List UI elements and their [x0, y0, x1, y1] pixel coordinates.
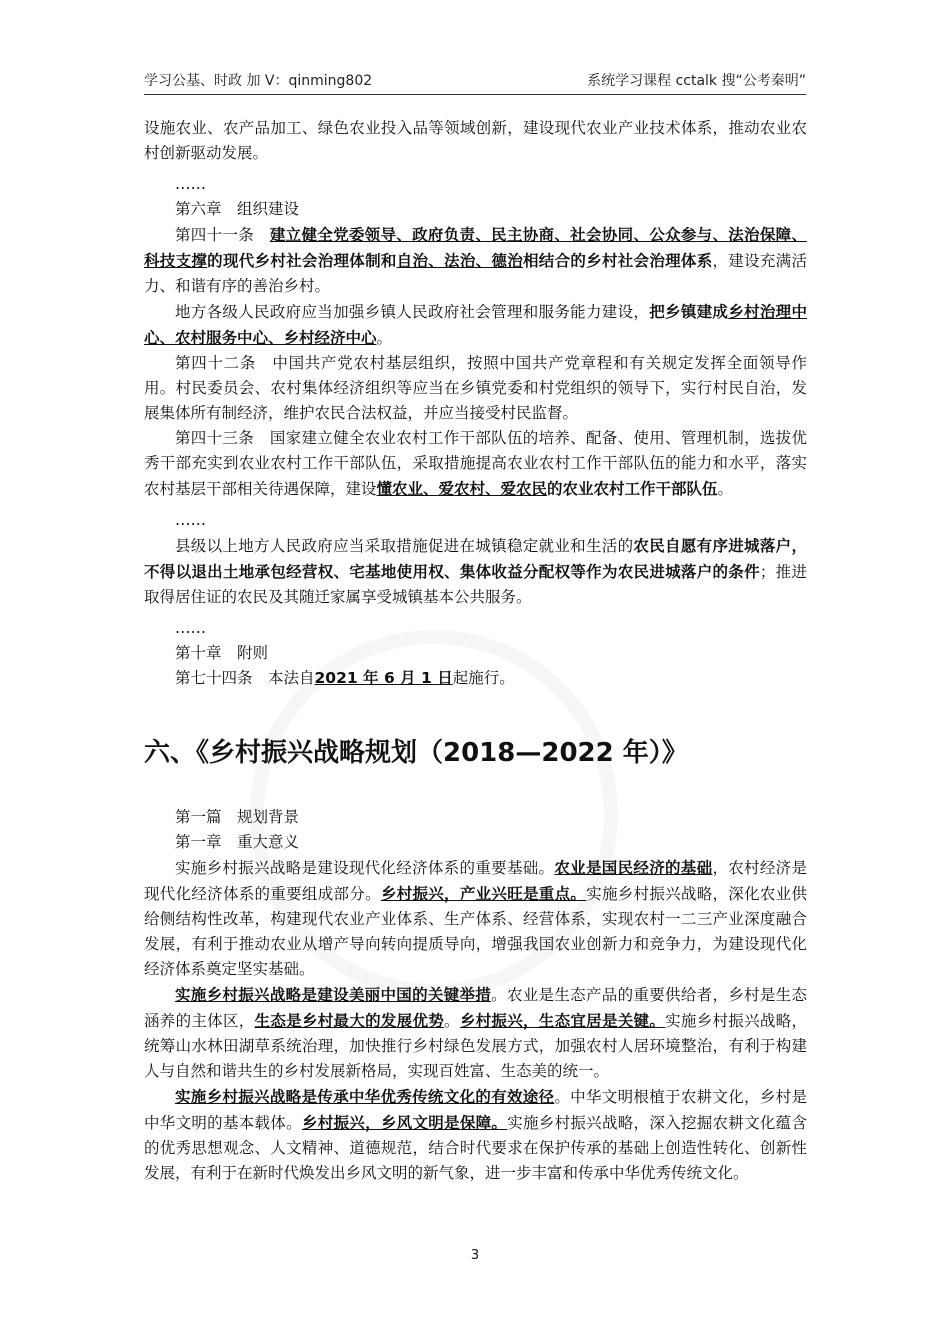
- article-42: 第四十二条 中国共产党农村基层组织，按照中国共产党章程和有关规定发挥全面领导作用。村民委员会、农村集体经济组织等应当在乡镇党委和村党组织的领导下，实行村民自治，发展集体所有制经济，维护农民合法权益，并应当接受村民监督。: [144, 354, 807, 422]
- paragraph-ecology: 实施乡村振兴战略是建设美丽中国的关键举措。农业是生态产品的重要供给者，乡村是生态涵养的主体区，生态是乡村最大的发展优势。乡村振兴，生态宜居是关键。实施乡村振兴战略，统筹山水林田湖草系统治理，加快推行乡村绿色发展方式，加强农村人居环境整治，有利于构建人与自然和谐共生的乡村发展新格局，实现百姓富、生态美的统一。: [144, 985, 807, 1080]
- ellipsis: ……: [175, 619, 206, 637]
- page-number: 3: [470, 1248, 480, 1263]
- article-43: 第四十三条 国家建立健全农业农村工作干部队伍的培养、配备、使用、管理机制，选拔优秀干部充实到农业农村工作干部队伍，采取措施提高农业农村工作干部队伍的能力和水平，落实农村基层干部相关待遇保障，建设懂农业、爱农村、爱农民的农业农村工作干部队伍。: [144, 429, 807, 498]
- paragraph-local-gov: 地方各级人民政府应当加强乡镇人民政府社会管理和服务能力建设，把乡镇建成乡村治理中心、农村服务中心、乡村经济中心。: [144, 302, 807, 347]
- article-41: 第四十一条 建立健全党委领导、政府负责、民主协商、社会协同、公众参与、法治保障、科技支撑的现代乡村社会治理体制和自治、法治、德治相结合的乡村社会治理体系，建设充满活力、和谐有序的善治乡村。: [144, 225, 807, 295]
- paragraph-continuation: 设施农业、农产品加工、绿色农业投入品等领域创新，建设现代农业产业技术体系，推动农业农村创新驱动发展。: [144, 119, 807, 162]
- chapter-heading: 第十章 附则: [175, 644, 269, 662]
- page-header: [144, 66, 806, 95]
- ellipsis: ……: [175, 511, 206, 529]
- chapter-heading: 第六章 组织建设: [175, 200, 300, 218]
- ellipsis: ……: [175, 175, 206, 193]
- header-right: 系统学习课程 cctalk 搜“公考秦明”: [587, 73, 806, 89]
- paragraph-culture: 实施乡村振兴战略是传承中华优秀传统文化的有效途径。中华文明根植于农耕文化，乡村是中华文明的基本载体。乡村振兴，乡风文明是保障。实施乡村振兴战略，深入挖掘农耕文化蕴含的优秀思想观念、人文精神、道德规范，结合时代要求在保护传承的基础上创造性转化、创新性发展，有利于在新时代焕发出乡风文明的新气象，进一步丰富和传承中华优秀传统文化。: [144, 1087, 807, 1182]
- chapter-heading: 第一章 重大意义: [175, 833, 300, 851]
- section-heading: 六、《乡村振兴战略规划（2018—2022 年）》: [144, 738, 688, 768]
- paragraph-county: 县级以上地方人民政府应当采取措施促进在城镇稳定就业和生活的农民自愿有序进城落户，不得以退出土地承包经营权、宅基地使用权、集体收益分配权等作为农民进城落户的条件；推进取得居住证的农民及其随迁家属享受城镇基本公共服务。: [144, 536, 807, 606]
- article-74: 第七十四条 本法自2021 年 6 月 1 日起施行。: [175, 669, 515, 687]
- header-left: 学习公基、时政 加 V：qinming802: [144, 73, 373, 89]
- part-heading: 第一篇 规划背景: [175, 808, 300, 826]
- paragraph-economy: 实施乡村振兴战略是建设现代化经济体系的重要基础。农业是国民经济的基础，农村经济是现代化经济体系的重要组成部分。乡村振兴，产业兴旺是重点。实施乡村振兴战略，深化农业供给侧结构性改革，构建现代农业产业体系、生产体系、经营体系，实现农村一二三产业深度融合发展，有利于推动农业从增产导向转向提质导向，增强我国农业创新力和竞争力，为建设现代化经济体系奠定坚实基础。: [144, 858, 807, 978]
- page-content: [144, 116, 807, 1186]
